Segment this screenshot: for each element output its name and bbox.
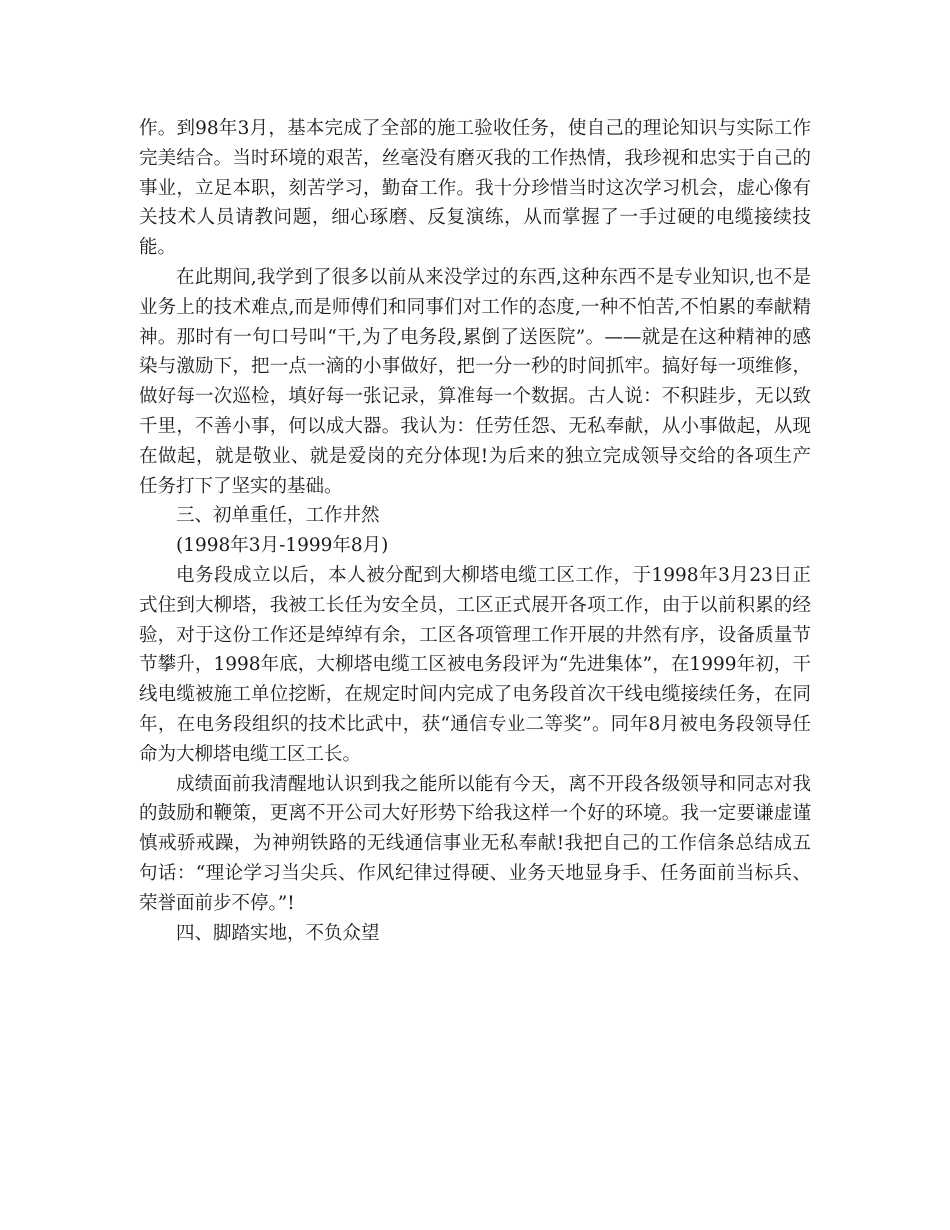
paragraph-learning-period: 在此期间,我学到了很多以前从来没学过的东西,这种东西不是专业知识,也不是业务上的技术难点,而是师傅们和同事们对工作的态度,一种不怕苦,不怕累的奉献精神。那时有一句口号叫“干,为了电务段,累倒了送医院”。——就是在这种精神的感染与激励下，把一点一滴的小事做好，把一分一秒的时间抓牢。搞好每一项维修，做好每一次巡检，填好每一张记录，算准每一个数据。古人说：不积跬步，无以致千里，不善小事，何以成大器。我认为：任劳任怨、无私奉献，从小事做起，从现在做起，就是敬业、就是爱岗的充分体现!为后来的独立完成领导交给的各项生产任务打下了坚实的基础。 xyxy=(139,266,811,497)
document-body xyxy=(139,114,811,948)
paragraph-dalita-work: 电务段成立以后，本人被分配到大柳塔电缆工区工作，于1998年3月23日正式住到大柳塔，我被工长任为安全员，工区正式展开各项工作，由于以前积累的经验，对于这份工作还是绰绰有余，工区各项管理工作开展的井然有序，设备质量节节攀升，1998年底，大柳塔电缆工区被电务段评为“先进集体”，在1999年初，干线电缆被施工单位挖断，在规定时间内完成了电务段首次干线电缆接续任务，在同年，在电务段组织的技术比武中，获“通信专业二等奖”。同年8月被电务段领导任命为大柳塔电缆工区工长。 xyxy=(139,564,811,765)
section-date-range: (1998年3月-1999年8月) xyxy=(176,535,389,557)
section-heading-3: 三、初单重任，工作井然 xyxy=(176,505,380,527)
paragraph-achievements: 成绩面前我清醒地认识到我之能所以能有今天，离不开段各级领导和同志对我的鼓励和鞭策，更离不开公司大好形势下给我这样一个好的环境。我一定要谦虚谨慎戒骄戒躁，为神朔铁路的无线通信事业无私奉献!我把自己的工作信条总结成五句话：“理论学习当尖兵、作风纪律过得硬、业务天地显身手、任务面前当标兵、荣誉面前步不停。”! xyxy=(139,773,811,914)
section-heading-4: 四、脚踏实地，不负众望 xyxy=(176,922,380,944)
paragraph-continuation: 作。到98年3月，基本完成了全部的施工验收任务，使自己的理论知识与实际工作完美结合。当时环境的艰苦，丝毫没有磨灭我的工作热情，我珍视和忠实于自己的事业，立足本职，刻苦学习，勤奋工作。我十分珍惜当时这次学习机会，虚心像有关技术人员请教问题，细心琢磨、反复演练，从而掌握了一手过硬的电缆接续技能。 xyxy=(139,118,811,259)
